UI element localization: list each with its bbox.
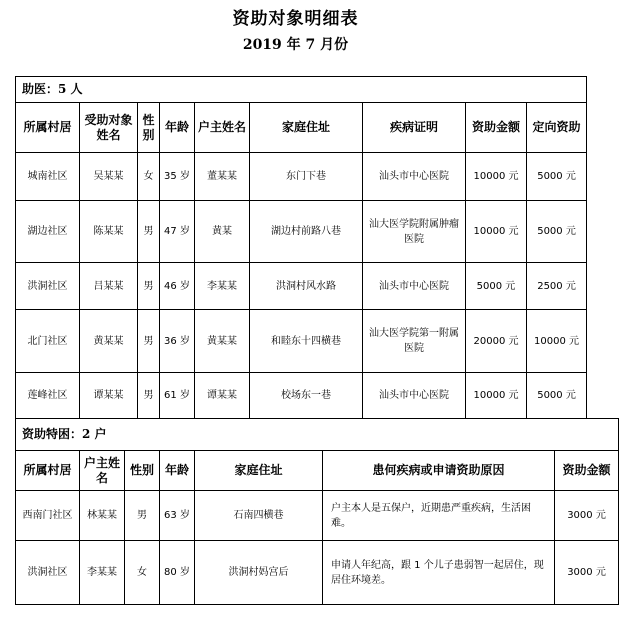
cell-age: 61 岁	[160, 373, 195, 419]
section-label-hardship: 资助特困：2 户	[16, 419, 619, 451]
cell-householder-name: 黄某某	[195, 310, 250, 373]
cell-amount: 3000 元	[555, 491, 619, 541]
cell-village: 西南门社区	[16, 491, 80, 541]
header-householder-name: 户主姓名	[80, 451, 125, 491]
cell-village: 北门社区	[16, 310, 80, 373]
cell-address: 东门下巷	[250, 153, 363, 201]
cell-age: 36 岁	[160, 310, 195, 373]
cell-illness-proof: 汕大医学院第一附属医院	[363, 310, 466, 373]
cell-amount: 10000 元	[466, 153, 527, 201]
section-label-medical-aid: 助医：5 人	[16, 77, 587, 103]
header-amount: 资助金额	[555, 451, 619, 491]
table-row	[16, 153, 587, 201]
cell-gender: 男	[125, 491, 160, 541]
medical-aid-table	[15, 76, 587, 419]
cell-targeted-aid: 5000 元	[527, 153, 587, 201]
cell-age: 80 岁	[160, 541, 195, 605]
cell-targeted-aid: 5000 元	[527, 201, 587, 263]
cell-householder-name: 李某某	[80, 541, 125, 605]
header-illness-proof: 疾病证明	[363, 103, 466, 153]
cell-householder-name: 林某某	[80, 491, 125, 541]
cell-householder-name: 黄某	[195, 201, 250, 263]
cell-reason: 户主本人是五保户，近期患严重疾病，生活困难。	[323, 491, 555, 541]
cell-illness-proof: 汕头市中心医院	[363, 263, 466, 310]
header-address: 家庭住址	[195, 451, 323, 491]
cell-gender: 女	[138, 153, 160, 201]
table-row	[16, 310, 587, 373]
header-targeted-aid: 定向资助	[527, 103, 587, 153]
cell-illness-proof: 汕头市中心医院	[363, 373, 466, 419]
cell-recipient-name: 黄某某	[80, 310, 138, 373]
header-gender: 性别	[138, 103, 160, 153]
header-householder-name: 户主姓名	[195, 103, 250, 153]
table-row	[16, 263, 587, 310]
cell-address: 石南四横巷	[195, 491, 323, 541]
header-address: 家庭住址	[250, 103, 363, 153]
cell-householder-name: 董某某	[195, 153, 250, 201]
cell-gender: 女	[125, 541, 160, 605]
cell-amount: 10000 元	[466, 201, 527, 263]
cell-recipient-name: 吕某某	[80, 263, 138, 310]
cell-address: 湖边村前路八巷	[250, 201, 363, 263]
header-reason: 患何疾病或申请资助原因	[323, 451, 555, 491]
cell-recipient-name: 吴某某	[80, 153, 138, 201]
cell-recipient-name: 陈某某	[80, 201, 138, 263]
cell-amount: 5000 元	[466, 263, 527, 310]
cell-address: 和睦东十四横巷	[250, 310, 363, 373]
header-village: 所属村居	[16, 103, 80, 153]
cell-village: 洪洞社区	[16, 263, 80, 310]
cell-amount: 20000 元	[466, 310, 527, 373]
cell-age: 47 岁	[160, 201, 195, 263]
cell-age: 63 岁	[160, 491, 195, 541]
cell-recipient-name: 谭某某	[80, 373, 138, 419]
cell-age: 35 岁	[160, 153, 195, 201]
cell-address: 校场东一巷	[250, 373, 363, 419]
header-age: 年龄	[160, 451, 195, 491]
header-age: 年龄	[160, 103, 195, 153]
cell-address: 洪洞村风水路	[250, 263, 363, 310]
cell-gender: 男	[138, 310, 160, 373]
cell-reason: 申请人年纪高，跟 1 个儿子患弱智一起居住，现居住环境差。	[323, 541, 555, 605]
cell-gender: 男	[138, 373, 160, 419]
cell-village: 湖边社区	[16, 201, 80, 263]
cell-householder-name: 李某某	[195, 263, 250, 310]
cell-illness-proof: 汕大医学院附属肿瘤医院	[363, 201, 466, 263]
header-amount: 资助金额	[466, 103, 527, 153]
cell-village: 莲峰社区	[16, 373, 80, 419]
header-recipient-name: 受助对象姓名	[80, 103, 138, 153]
cell-amount: 3000 元	[555, 541, 619, 605]
table-row	[16, 541, 619, 605]
header-gender: 性别	[125, 451, 160, 491]
cell-gender: 男	[138, 263, 160, 310]
cell-targeted-aid: 5000 元	[527, 373, 587, 419]
hardship-aid-table	[15, 418, 619, 605]
table-row	[16, 491, 619, 541]
cell-address: 洪洞村妈宫后	[195, 541, 323, 605]
cell-targeted-aid: 2500 元	[527, 263, 587, 310]
cell-age: 46 岁	[160, 263, 195, 310]
header-village: 所属村居	[16, 451, 80, 491]
document-title: 资助对象明细表	[232, 9, 359, 29]
cell-village: 城南社区	[16, 153, 80, 201]
document-subtitle: 2019 年 7 月份	[242, 37, 349, 53]
cell-illness-proof: 汕头市中心医院	[363, 153, 466, 201]
table-row	[16, 373, 587, 419]
cell-amount: 10000 元	[466, 373, 527, 419]
cell-householder-name: 谭某某	[195, 373, 250, 419]
table-row	[16, 201, 587, 263]
cell-targeted-aid: 10000 元	[527, 310, 587, 373]
cell-gender: 男	[138, 201, 160, 263]
cell-village: 洪洞社区	[16, 541, 80, 605]
